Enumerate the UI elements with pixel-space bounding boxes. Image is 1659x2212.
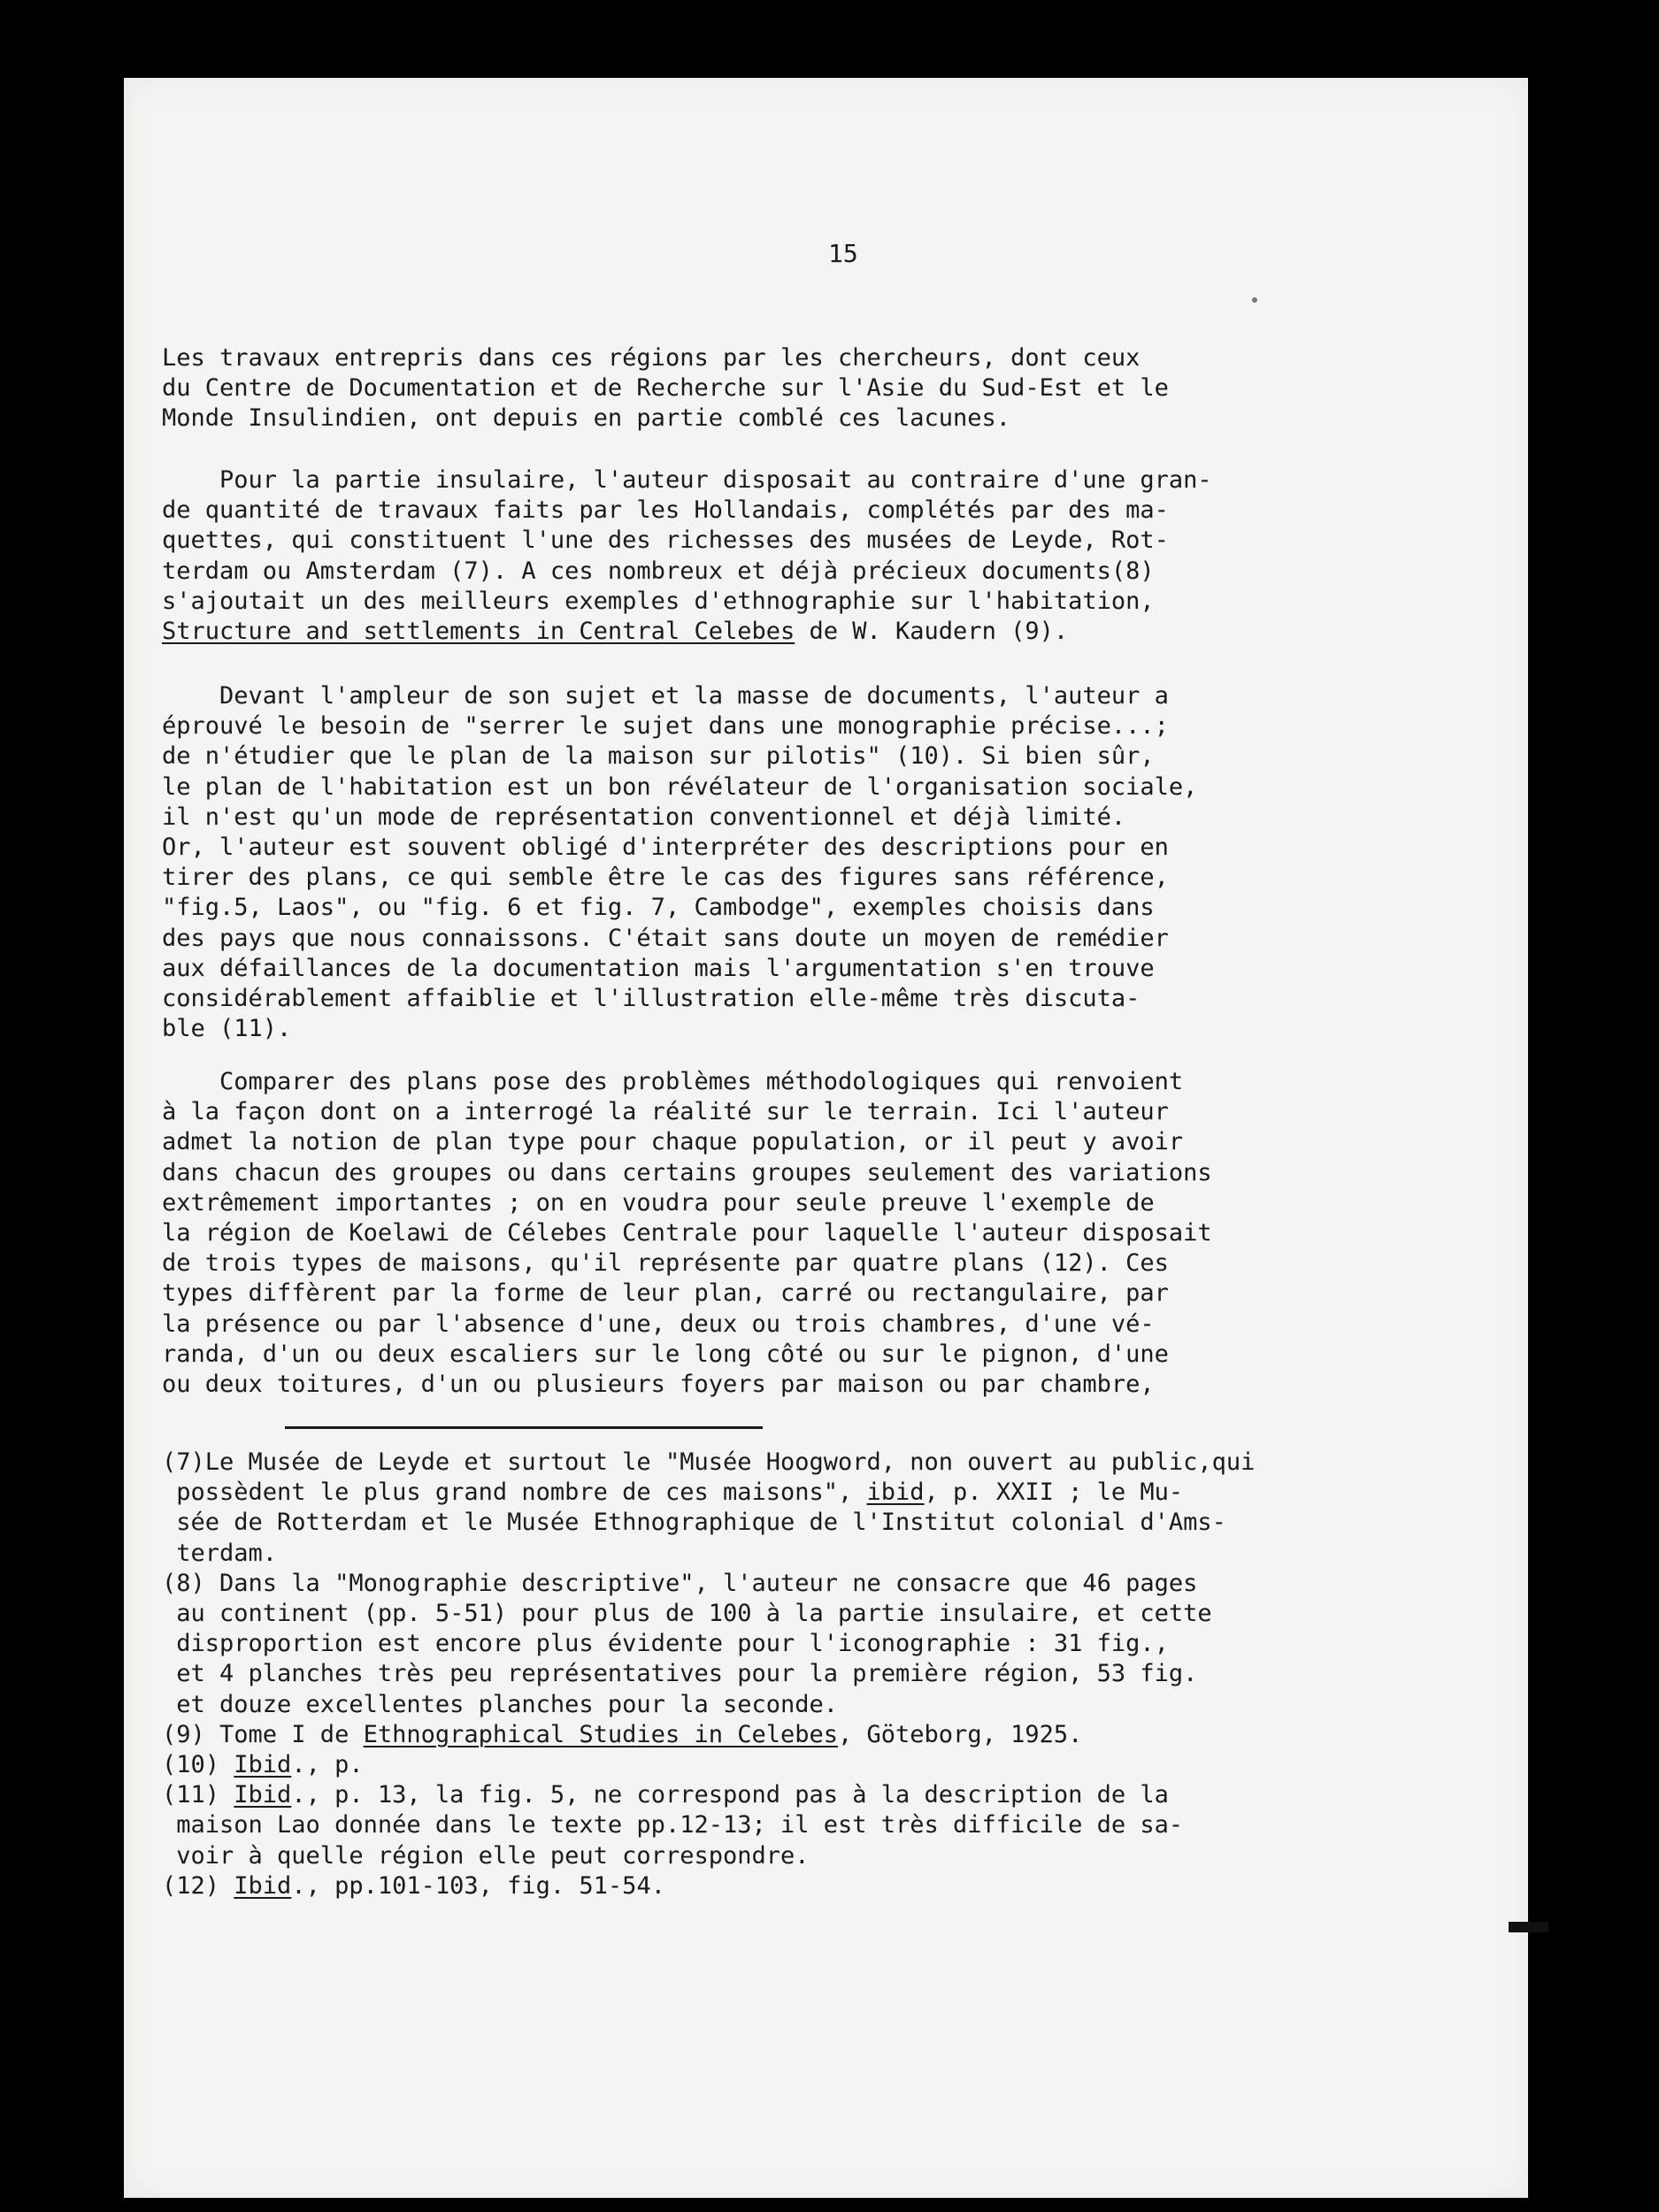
line: Devant l'ampleur de son sujet et la masse de documents, l'auteur a: [162, 682, 1169, 710]
line: considérablement affaiblie et l'illustration elle-même très discuta-: [162, 985, 1141, 1013]
footnote-9-tail: , Göteborg, 1925.: [838, 1720, 1083, 1748]
line: quettes, qui constituent l'une des richesses des musées de Leyde, Rot-: [162, 526, 1169, 555]
footnote-8-line: au continent (pp. 5-51) pour plus de 100 à la partie insulaire, et cette: [162, 1600, 1212, 1628]
line: dans chacun des groupes ou dans certains groupes seulement des variations: [162, 1158, 1212, 1187]
footnote-7-line: sée de Rotterdam et le Musée Ethnographique de l'Institut colonial d'Ams-: [162, 1509, 1226, 1537]
footnote-8-line: disproportion est encore plus évidente pour l'iconographie : 31 fig.,: [162, 1630, 1169, 1658]
paragraph-2: [162, 465, 1454, 647]
line: aux défaillances de la documentation mais l'argumentation s'en trouve: [162, 954, 1155, 982]
footnote-8-line: et douze excellentes planches pour la seconde.: [162, 1690, 839, 1718]
book-title: Structure and settlements in Central Celebes: [162, 618, 795, 646]
line: ou deux toitures, d'un ou plusieurs foyers par maison ou par chambre,: [162, 1371, 1155, 1399]
line: de trois types de maisons, qu'il représente par quatre plans (12). Ces: [162, 1249, 1169, 1278]
footnote-8-line: (8) Dans la "Monographie descriptive", l'auteur ne consacre que 46 pages: [162, 1569, 1198, 1597]
line: admet la notion de plan type pour chaque population, or il peut y avoir: [162, 1128, 1184, 1156]
footnote-10-tail: ., p.: [291, 1751, 364, 1779]
footnote-7-line: possèdent le plus grand nombre de ces maisons",: [162, 1479, 867, 1507]
ibid-ref: Ibid: [234, 1751, 292, 1779]
ibid-ref: Ibid: [234, 1871, 292, 1900]
book-title: Ethnographical Studies in Celebes: [363, 1720, 839, 1748]
line: des pays que nous connaissons. C'était sans doute un moyen de remédier: [162, 924, 1169, 952]
footnote-9: (9) Tome I de: [162, 1720, 364, 1748]
footnote-divider: [285, 1426, 763, 1429]
line: Comparer des plans pose des problèmes méthodologiques qui renvoient: [162, 1068, 1184, 1095]
line: types diffèrent par la forme de leur plan, carré ou rectangulaire, par: [162, 1279, 1169, 1308]
footnote-11-line: voir à quelle région elle peut correspondre.: [162, 1841, 810, 1870]
line: à la façon dont on a interrogé la réalité sur le terrain. Ici l'auteur: [162, 1098, 1169, 1126]
line: la présence ou par l'absence d'une, deux ou trois chambres, d'une vé-: [162, 1310, 1155, 1338]
footnotes: [162, 1448, 1454, 1901]
line: le plan de l'habitation est un bon révélateur de l'organisation sociale,: [162, 772, 1198, 801]
paragraph-1: [162, 343, 1454, 434]
line: randa, d'un ou deux escaliers sur le long côté ou sur le pignon, d'une: [162, 1340, 1169, 1368]
stray-mark: [1252, 297, 1257, 303]
ibid-ref: ibid: [866, 1479, 925, 1507]
footnote-8-line: et 4 planches très peu représentatives pour la première région, 53 fig.: [162, 1660, 1198, 1688]
line: Or, l'auteur est souvent obligé d'interpréter des descriptions pour en: [162, 833, 1169, 862]
line: Monde Insulindien, ont depuis en partie comblé ces lacunes.: [162, 404, 1011, 433]
footnote-7-line: (7)Le Musée de Leyde et surtout le "Musée Hoogword, non ouvert au public,qui: [162, 1448, 1256, 1476]
line: de quantité de travaux faits par les Hollandais, complétés par des ma-: [162, 496, 1169, 525]
ibid-ref: Ibid: [234, 1781, 292, 1809]
line-tail: de W. Kaudern (9).: [795, 618, 1069, 646]
footnote-7-line: , p. XXII ; le Mu-: [924, 1479, 1184, 1507]
line: Pour la partie insulaire, l'auteur disposait au contraire d'une gran-: [162, 466, 1212, 494]
line: extrêmement importantes ; on en voudra pour seule preuve l'exemple de: [162, 1188, 1155, 1217]
footnote-11-line: maison Lao donnée dans le texte pp.12-13; il est très difficile de sa-: [162, 1811, 1184, 1839]
line: ble (11).: [162, 1015, 292, 1043]
line: la région de Koelawi de Célebes Centrale pour laquelle l'auteur disposait: [162, 1219, 1212, 1248]
paragraph-4: [162, 1067, 1454, 1400]
footnote-7-line: terdam.: [162, 1539, 278, 1567]
line: Les travaux entrepris dans ces régions par les chercheurs, dont ceux: [162, 344, 1141, 372]
paragraph-3: [162, 681, 1454, 1044]
line: tirer des plans, ce qui semble être le cas des figures sans référence,: [162, 864, 1169, 892]
edge-mark: [1509, 1922, 1548, 1932]
footnote-12: (12): [162, 1871, 234, 1900]
footnote-11-tail: ., p. 13, la fig. 5, ne correspond pas à la description de la: [291, 1781, 1169, 1809]
line: il n'est qu'un mode de représentation conventionnel et déjà limité.: [162, 803, 1126, 831]
line: terdam ou Amsterdam (7). A ces nombreux et déjà précieux documents(8): [162, 557, 1155, 585]
line: s'ajoutait un des meilleurs exemples d'ethnographie sur l'habitation,: [162, 587, 1155, 615]
line: de n'étudier que le plan de la maison sur pilotis" (10). Si bien sûr,: [162, 742, 1155, 771]
page-number: 15: [828, 239, 858, 268]
footnote-10: (10): [162, 1751, 234, 1779]
line: "fig.5, Laos", ou "fig. 6 et fig. 7, Cambodge", exemples choisis dans: [162, 894, 1155, 922]
footnote-11: (11): [162, 1781, 234, 1809]
line: du Centre de Documentation et de Recherche sur l'Asie du Sud-Est et le: [162, 374, 1169, 403]
line: éprouvé le besoin de "serrer le sujet dans une monographie précise...;: [162, 712, 1169, 741]
footnote-12-tail: ., pp.101-103, fig. 51-54.: [291, 1871, 665, 1900]
